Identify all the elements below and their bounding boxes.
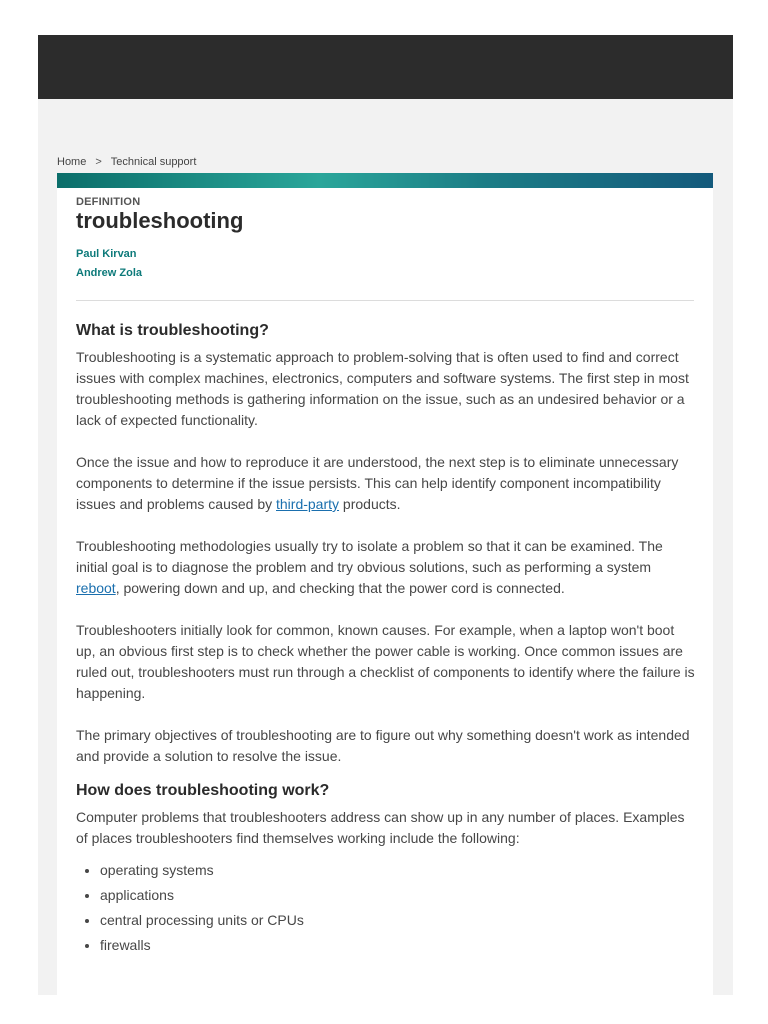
paragraph	[76, 452, 696, 515]
bullet-list	[76, 858, 696, 958]
article-body	[76, 321, 696, 958]
section-heading: What is troubleshooting?	[76, 322, 269, 339]
list-item: • central processing units or CPUs	[100, 908, 696, 933]
reboot-link[interactable]: reboot	[76, 580, 116, 596]
article-card	[57, 188, 713, 995]
third-party-link[interactable]: third-party	[276, 496, 340, 512]
author-link[interactable]: Paul Kirvan	[76, 248, 137, 260]
breadcrumb-separator: >	[95, 156, 102, 168]
paragraph: Troubleshooting is a systematic approach to problem-solving that is often used to find and correct issues with complex machines, electronics, computers and software systems. The first step in most troubleshooting methods is gathering information on the issue, such as an undesired behavior or a lack of expected functionality.	[76, 349, 689, 428]
paragraph-text: Once the issue and how to reproduce it are understood, the next step is to eliminate unnecessary components to determine if the issue persists. This can help identify component incompatibility issues and problems caused by	[76, 454, 679, 512]
paragraph-text: products.	[339, 496, 401, 512]
breadcrumb-home-link[interactable]: Home	[57, 156, 87, 168]
list-item: • applications	[100, 883, 696, 908]
paragraph: Troubleshooters initially look for common, known causes. For example, when a laptop won't boot up, an obvious first step is to check whether the power cable is working. Once common issues are ruled out, troubleshooters must run through a checklist of components to identify where the failure is happening.	[76, 622, 695, 701]
paragraph: The primary objectives of troubleshooting are to figure out why something doesn't work as intended and provide a solution to resolve the issue.	[76, 727, 690, 764]
definition-label: DEFINITION	[76, 196, 141, 208]
page-title: troubleshooting	[76, 208, 244, 233]
section-heading: How does troubleshooting work?	[76, 782, 330, 799]
accent-bar	[57, 173, 713, 188]
page-frame	[38, 35, 733, 995]
paragraph-text: , powering down and up, and checking that the power cord is connected.	[115, 580, 565, 596]
breadcrumb-current-link[interactable]: Technical support	[110, 156, 197, 168]
top-banner	[38, 35, 733, 99]
author-link[interactable]: Andrew Zola	[76, 267, 143, 279]
list-item: • firewalls	[100, 933, 696, 958]
paragraph	[76, 536, 696, 599]
list-item: • operating systems	[100, 858, 696, 883]
divider	[76, 300, 694, 301]
paragraph-text: Troubleshooting methodologies usually try to isolate a problem so that it can be examined. The initial goal is to diagnose the problem and try obvious solutions, such as performing a system	[76, 538, 663, 575]
paragraph: Computer problems that troubleshooters address can show up in any number of places. Examples of places troubleshooters find themselves working include the following:	[76, 809, 685, 846]
breadcrumb	[57, 156, 196, 168]
